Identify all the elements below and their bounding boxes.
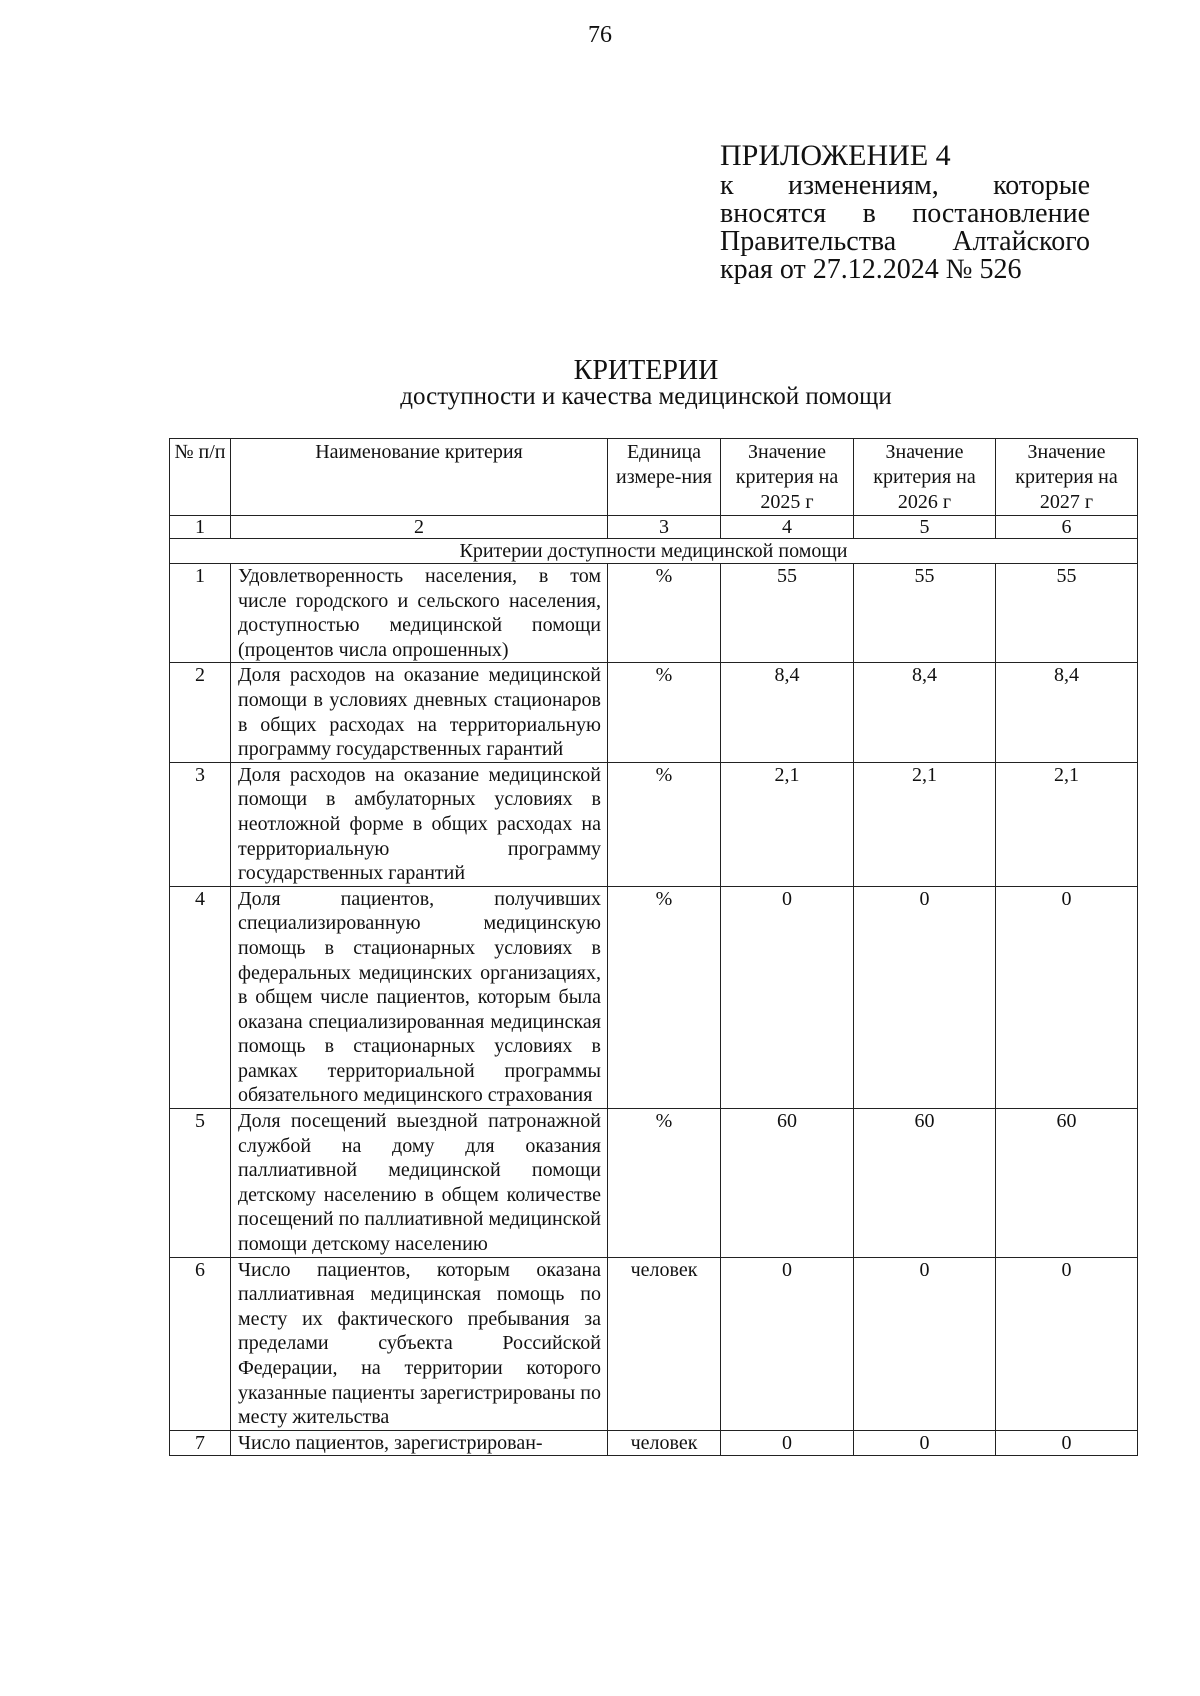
table-row (170, 886, 1138, 1108)
criterion-name: Доля расходов на оказание медицинской помощи в условиях дневных стационаров в общих расходах на территориальную программу государственных гарантий (231, 663, 608, 762)
value-2027: 2,1 (996, 762, 1138, 886)
appendix-text: к изменениям, которые вносятся в постановление Правительства Алтайского края от 27.12.2024 № 526 (720, 170, 1090, 285)
header-name: Наименование критерия (231, 439, 608, 516)
header-value-2026: Значение критерия на 2026 г (854, 439, 996, 516)
table-header-row (170, 439, 1138, 516)
criteria-table (169, 438, 1138, 1456)
value-2025: 2,1 (721, 762, 854, 886)
value-2026: 0 (854, 1430, 996, 1456)
criterion-name: Доля посещений выездной патронажной службой на дому для оказания паллиативной медицинской помощи детскому населению в общем количестве посещений по паллиативной медицинской помощи детскому населению (231, 1109, 608, 1258)
value-2025: 8,4 (721, 663, 854, 762)
unit-of-measure: % (608, 663, 721, 762)
value-2025: 60 (721, 1109, 854, 1258)
column-number: 5 (854, 516, 996, 539)
table-row (170, 663, 1138, 762)
criterion-name: Число пациентов, зарегистрирован- (231, 1430, 608, 1456)
value-2025: 0 (721, 1430, 854, 1456)
row-number: 5 (170, 1109, 231, 1258)
document-title: КРИТЕРИИ (573, 355, 719, 386)
column-number: 1 (170, 516, 231, 539)
table-row (170, 564, 1138, 663)
unit-of-measure: % (608, 762, 721, 886)
column-number: 6 (996, 516, 1138, 539)
unit-of-measure: % (608, 564, 721, 663)
value-2027: 0 (996, 1430, 1138, 1456)
row-number: 4 (170, 886, 231, 1108)
row-number: 3 (170, 762, 231, 886)
table-row (170, 762, 1138, 886)
appendix-block (720, 140, 1090, 284)
section-title: Критерии доступности медицинской помощи (170, 539, 1138, 564)
header-num: № п/п (170, 439, 231, 516)
table-row (170, 1257, 1138, 1430)
value-2026: 8,4 (854, 663, 996, 762)
page-number: 76 (588, 22, 612, 48)
table-row (170, 1109, 1138, 1258)
value-2026: 0 (854, 886, 996, 1108)
header-value-2025: Значение критерия на 2025 г (721, 439, 854, 516)
unit-of-measure: % (608, 1109, 721, 1258)
table-row (170, 1430, 1138, 1456)
value-2026: 2,1 (854, 762, 996, 886)
value-2025: 55 (721, 564, 854, 663)
criterion-name: Число пациентов, которым оказана паллиативная медицинская помощь по месту их фактического пребывания за пределами субъекта Российской Федерации, на территории которого указанные пациенты зарегистрированы по месту жительства (231, 1257, 608, 1430)
unit-of-measure: человек (608, 1257, 721, 1430)
value-2027: 0 (996, 1257, 1138, 1430)
row-number: 6 (170, 1257, 231, 1430)
criterion-name: Удовлетворенность населения, в том числе городского и сельского населения, доступностью медицинской помощи (процентов числа опрошенных) (231, 564, 608, 663)
row-number: 7 (170, 1430, 231, 1456)
header-value-2027: Значение критерия на 2027 г (996, 439, 1138, 516)
value-2026: 55 (854, 564, 996, 663)
value-2025: 0 (721, 1257, 854, 1430)
value-2026: 0 (854, 1257, 996, 1430)
value-2027: 8,4 (996, 663, 1138, 762)
section-row (170, 539, 1138, 564)
value-2027: 0 (996, 886, 1138, 1108)
criterion-name: Доля пациентов, получивших специализированную медицинскую помощь в стационарных условиях в федеральных медицинских организациях, в общем числе пациентов, которым была оказана специализированная медицинская помощь в стационарных условиях в рамках территориальной программы обязательного медицинского страхования (231, 886, 608, 1108)
document-subtitle: доступности и качества медицинской помощи (400, 383, 892, 410)
header-unit: Единица измере-ния (608, 439, 721, 516)
unit-of-measure: % (608, 886, 721, 1108)
column-number-row (170, 516, 1138, 539)
unit-of-measure: человек (608, 1430, 721, 1456)
row-number: 1 (170, 564, 231, 663)
value-2025: 0 (721, 886, 854, 1108)
column-number: 3 (608, 516, 721, 539)
criterion-name: Доля расходов на оказание медицинской помощи в амбулаторных условиях в неотложной форме в общих расходах на территориальную программу государственных гарантий (231, 762, 608, 886)
row-number: 2 (170, 663, 231, 762)
appendix-title: ПРИЛОЖЕНИЕ 4 (720, 139, 951, 172)
value-2027: 60 (996, 1109, 1138, 1258)
value-2027: 55 (996, 564, 1138, 663)
column-number: 2 (231, 516, 608, 539)
column-number: 4 (721, 516, 854, 539)
value-2026: 60 (854, 1109, 996, 1258)
